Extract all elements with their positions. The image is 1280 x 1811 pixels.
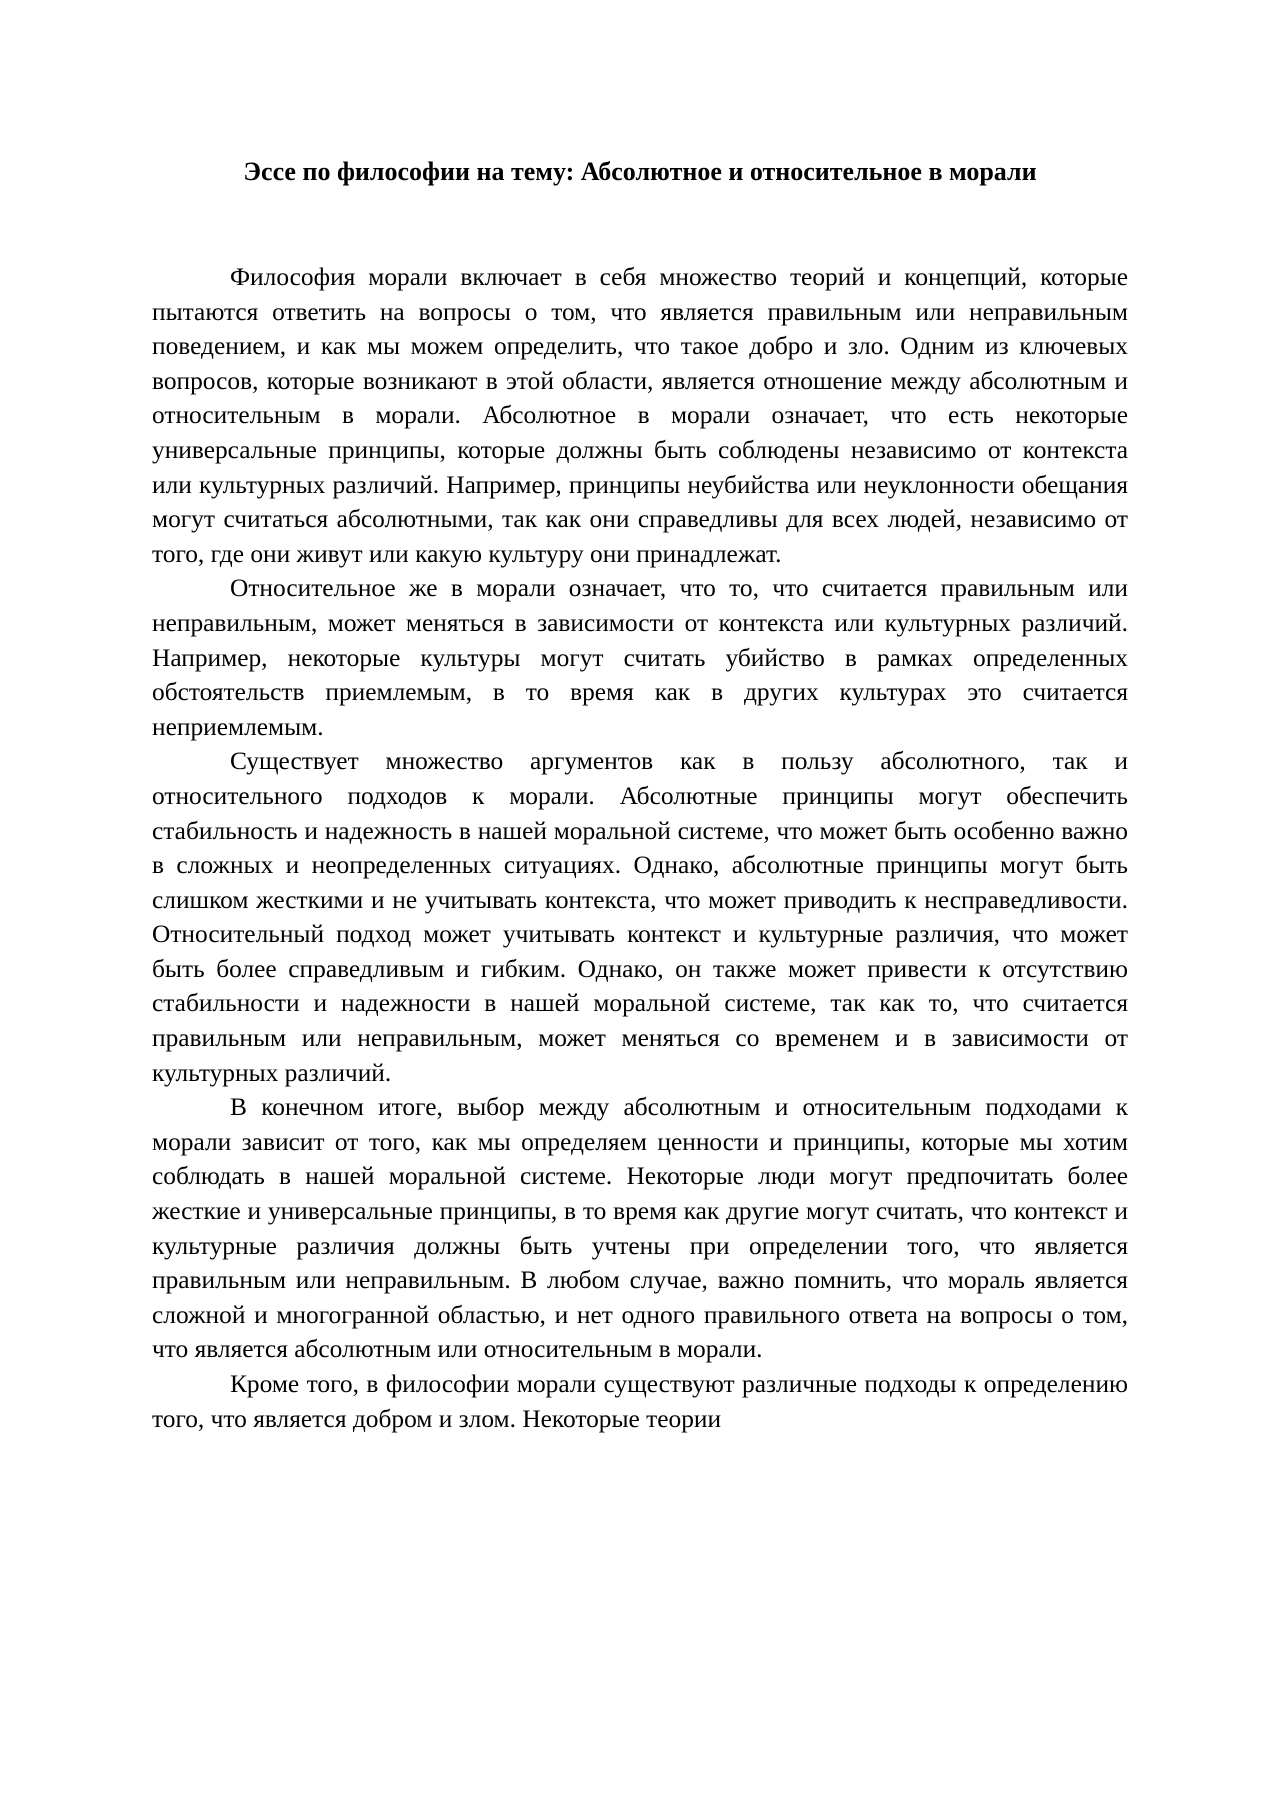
paragraph: Относительное же в морали означает, что то, что считается правильным или неправильным, может меняться в зависимости от контекста или культурных различий. Например, некоторые культуры могут считать убийство в рамках определенных обстоятельств приемлемым, в то время как в других культурах это считается неприемлемым. [152,574,1128,741]
essay-body [152,260,1128,1436]
paragraph: В конечном итоге, выбор между абсолютным и относительным подходами к морали зависит от того, как мы определяем ценности и принципы, которые мы хотим соблюдать в нашей моральной системе. Некоторые люди могут предпочитать более жесткие и универсальные принципы, в то время как другие могут считать, что контекст и культурные различия должны быть учтены при определении того, что является правильным или неправильным. В любом случае, важно помнить, что мораль является сложной и многогранной областью, и нет одного правильного ответа на вопросы о том, что является абсолютным или относительным в морали. [152,1093,1128,1364]
paragraph: Философия морали включает в себя множество теорий и концепций, которые пытаются ответить на вопросы о том, что является правильным или неправильным поведением, и как мы можем определить, что такое добро и зло. Одним из ключевых вопросов, которые возникают в этой области, является отношение между абсолютным и относительным в морали. Абсолютное в морали означает, что есть некоторые универсальные принципы, которые должны быть соблюдены независимо от контекста или культурных различий. Например, принципы неубийства или неуклонности обещания могут считаться абсолютными, так как они справедливы для всех людей, независимо от того, где они живут или какую культуру они принадлежат. [152,263,1128,568]
paragraph: Кроме того, в философии морали существуют различные подходы к определению того, что является добром и злом. Некоторые теории [152,1370,1128,1433]
essay-title: Эссе по философии на тему: Абсолютное и относительное в морали [243,157,1037,186]
paragraph: Существует множество аргументов как в пользу абсолютного, так и относительного подходов к морали. Абсолютные принципы могут обеспечить стабильность и надежность в нашей моральной системе, что может быть особенно важно в сложных и неопределенных ситуациях. Однако, абсолютные принципы могут быть слишком жесткими и не учитывать контекста, что может приводить к несправедливости. Относительный подход может учитывать контекст и культурные различия, что может быть более справедливым и гибким. Однако, он также может привести к отсутствию стабильности и надежности в нашей моральной системе, так как то, что считается правильным или неправильным, может меняться со временем и в зависимости от культурных различий. [152,747,1128,1087]
